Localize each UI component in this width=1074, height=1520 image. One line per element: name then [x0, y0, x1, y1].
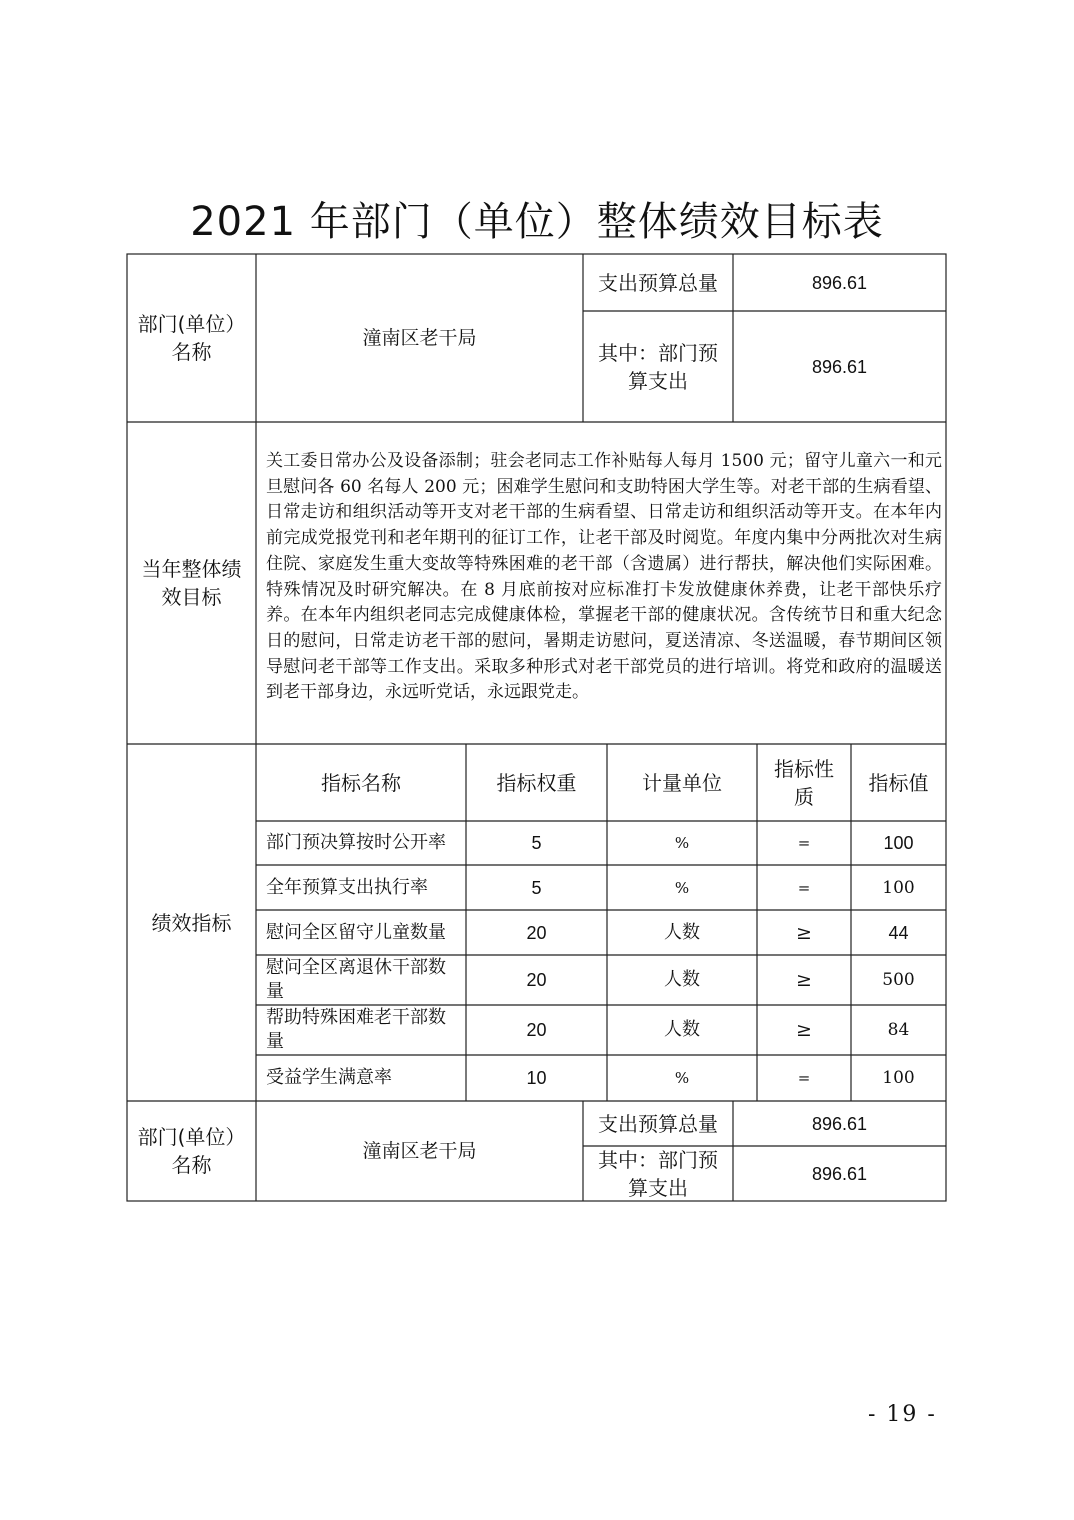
dept-budget-value: 896.61 [811, 356, 868, 377]
indicator-weight: 20 [526, 970, 547, 990]
indicators-label: 绩效指标 [151, 910, 232, 935]
indicator-nature: ≥ [796, 1019, 812, 1041]
indicator-weight: 20 [526, 1020, 547, 1040]
indicator-nature: ≥ [796, 921, 812, 944]
indicator-name: 慰问全区离退休干部数量 [266, 957, 446, 1002]
col-header-weight: 指标权重 [496, 770, 577, 795]
footer-dept-budget-label: 其中：部门预算支出 [598, 1147, 718, 1200]
indicator-name: 受益学生满意率 [266, 1067, 392, 1088]
indicator-name: 慰问全区留守儿童数量 [266, 921, 446, 943]
indicator-value: 84 [887, 1020, 910, 1040]
indicator-name: 部门预决算按时公开率 [266, 832, 446, 853]
indicator-weight: 5 [531, 833, 542, 853]
footer-total-budget-value: 896.61 [811, 1113, 868, 1134]
col-header-unit: 计量单位 [642, 770, 722, 795]
indicator-unit: % [674, 878, 690, 897]
indicator-unit: % [674, 1069, 690, 1087]
indicator-name: 全年预算支出执行率 [266, 876, 428, 898]
page-title: 2021 年部门（单位）整体绩效目标表 [190, 199, 884, 245]
indicator-name: 帮助特殊困难老干部数量 [266, 1007, 446, 1052]
col-header-value: 指标值 [868, 770, 929, 795]
indicator-value: 100 [883, 833, 914, 853]
indicator-value: 44 [888, 922, 909, 943]
indicator-value: 100 [882, 1068, 915, 1088]
col-header-nature: 指标性质 [774, 756, 834, 809]
col-header-name: 指标名称 [321, 770, 401, 795]
indicator-unit: 人数 [664, 921, 700, 943]
page-number: - 19 - [868, 1402, 937, 1427]
footer-dept-name-value: 潼南区老干局 [362, 1140, 477, 1162]
total-budget-label: 支出预算总量 [598, 270, 718, 295]
indicator-unit: % [674, 834, 690, 852]
indicator-nature: = [797, 834, 811, 852]
indicator-unit: 人数 [664, 969, 700, 990]
annual-goal-text: 关工委日常办公及设备添制；驻会老同志工作补贴每人每月 1500 元；留守儿童六一和元旦慰问各 60 名每人 200 元；困难学生慰问和支助特困大学生等。对老干部的生病看望、日常走访和组织活动等开支对老干部的生病看望、日常走访和组织活动等开支。在本年内前完成党报党刊和老年期刊的征订工作，让老干部及时阅览。年度内集中分两批次对生病住院、家庭发生重大变故等特殊困难的老干部（含遗属）进行帮扶，解决他们实际困难。特殊情况及时研究解决。在 8 月底前按对应标准打卡发放健康休养费，让老干部快乐疗养。在本年内组织老同志完成健康体检，掌握老干部的健康状况。含传统节日和重大纪念日的慰问，日常走访老干部的慰问，暑期走访慰问，夏送清凉、冬送温暖，春节期间区领导慰问老干部等工作支出。采取多种形式对老干部党员的进行培训。将党和政府的温暖送到老干部身边，永远听党话，永远跟党走。 [266, 451, 942, 703]
indicator-weight: 5 [531, 877, 542, 898]
total-budget-value: 896.61 [811, 272, 868, 293]
footer-dept-budget-value: 896.61 [811, 1163, 868, 1184]
dept-name-label: 部门(单位）名称 [137, 312, 246, 364]
dept-budget-label: 其中：部门预算支出 [598, 340, 718, 393]
indicator-nature: = [797, 878, 811, 897]
indicator-weight: 10 [526, 1068, 547, 1088]
dept-name-value: 潼南区老干局 [362, 327, 477, 349]
indicator-value: 500 [882, 970, 915, 990]
indicator-weight: 20 [526, 922, 547, 943]
footer-dept-name-label: 部门(单位）名称 [137, 1125, 246, 1177]
indicator-nature: ≥ [796, 969, 812, 991]
indicator-unit: 人数 [664, 1019, 700, 1040]
footer-total-budget-label: 支出预算总量 [598, 1111, 718, 1136]
indicator-value: 100 [882, 877, 915, 898]
annual-goal-label: 当年整体绩效目标 [141, 557, 242, 609]
indicator-nature: = [797, 1069, 811, 1087]
